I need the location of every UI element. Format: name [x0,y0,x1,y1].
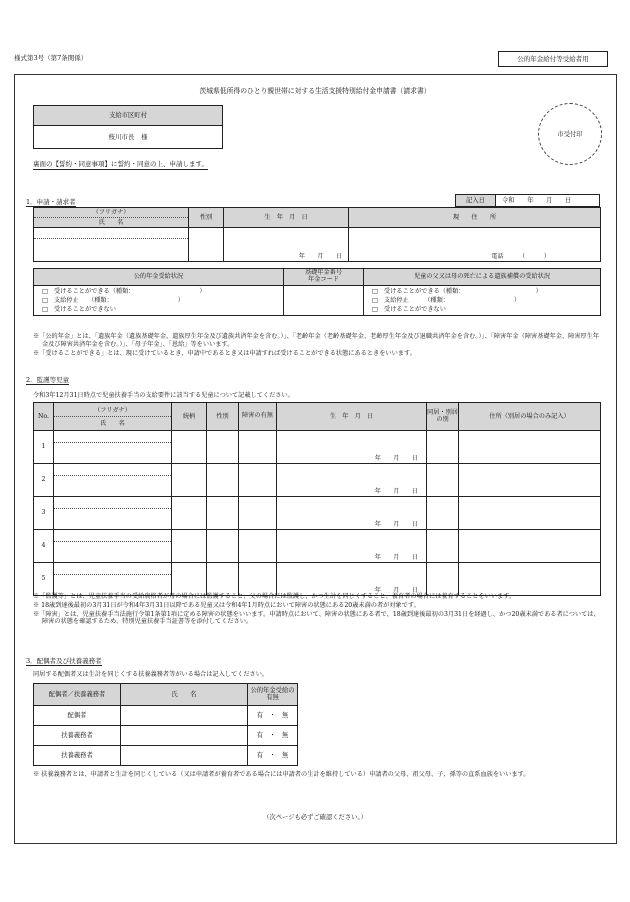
child-no: 2 [34,464,54,497]
applicant-name-field[interactable] [34,228,189,262]
child-no: 5 [34,563,54,596]
pension-table [33,268,601,316]
child-no: 4 [34,530,54,563]
child-address-field[interactable] [459,497,601,530]
section2-instruction: 令和3年12月31日時点で児童扶養手当の支給要件に該当する児童について記載してください。 [33,392,294,399]
child-sex-field[interactable] [207,563,239,596]
addressee-mayor: 桜川市長 様 [108,133,148,141]
entry-date-box [455,194,600,207]
child-birth-field[interactable]: 年 月 日 [277,563,427,596]
child-sex-field[interactable] [207,530,239,563]
children-header-name [54,403,172,431]
applicant-birth-field[interactable]: 年 月 日 [224,228,349,262]
children-header-sex: 性別 [207,403,239,431]
spouse-row [34,746,298,766]
reception-stamp-area: 市受付印 [538,103,602,165]
child-row [34,431,601,464]
child-cohabit-field[interactable] [427,563,459,596]
pension-status-header: 公的年金受給状況 [34,269,284,286]
pension-options [34,286,284,316]
applicant-sex-field[interactable] [189,228,224,262]
child-disability-field[interactable] [239,563,277,596]
child-name-field[interactable] [54,530,172,563]
applicant-address-field[interactable]: 電話 （ ） [349,228,601,262]
spouse-role: 扶養義務者 [34,746,121,766]
name-label: 氏 名 [98,219,124,226]
section1-notes [33,333,603,358]
furigana-label: （フリガナ） [34,208,188,218]
child-row [34,464,601,497]
bereaved-option-suspended[interactable]: □ 支給停止 （種類： ） [372,297,521,304]
child-cohabit-field[interactable] [427,464,459,497]
children-header-disability: 障害の有無 [239,403,277,431]
child-cohabit-field[interactable] [427,530,459,563]
section3-notes [33,771,603,779]
children-header-birth: 生 年 月 日 [277,403,427,431]
note-support-obligor: ※ 扶養義務者とは、申請者と生計を同じくしている（又は申請者が養育者である場合には申請者の生計を維持している）申請者の父母、祖父母、子、孫等の直系血族をいいます。 [33,771,530,778]
addressee-municipality: 支給市区町村 [34,106,222,126]
child-name-field[interactable] [54,563,172,596]
child-row [34,563,601,596]
children-header-relation: 続柄 [172,403,207,431]
children-header-cohabit: 同居・別居の別 [427,403,459,431]
applicant-table [33,207,601,262]
section3-instruction: 同居する配偶者又は生計を同じくする扶養義務者等がいる場合は記入してください。 [33,671,269,678]
child-birth-field[interactable]: 年 月 日 [277,497,427,530]
child-no: 1 [34,431,54,464]
spouse-header-role: 配偶者／扶養義務者 [34,684,121,706]
pledge-text: 裏面の【誓約・同意事項】に誓約・同意の上、申請します。 [33,160,208,170]
header-address: 現 住 所 [349,208,601,228]
child-relation-field[interactable] [172,563,207,596]
child-name-field[interactable] [54,497,172,530]
child-birth-field[interactable]: 年 月 日 [277,530,427,563]
note-eligible-age: ※ 18歳到達後最初の3月31日が令和4年3月31日以降である児童又は令和4年1月時点において障害の状態にある20歳未満の者が対象です。 [33,601,420,609]
section2-notes [33,593,603,627]
child-relation-field[interactable] [172,431,207,464]
child-disability-field[interactable] [239,431,277,464]
spouse-pension-choice[interactable]: 有 ・ 無 [248,746,298,766]
header-birth: 生 年 月 日 [224,208,349,228]
child-address-field[interactable] [459,431,601,464]
child-name-field[interactable] [54,464,172,497]
pension-code-field[interactable] [284,286,364,316]
child-sex-field[interactable] [207,464,239,497]
note-custody-definition: ※「監護等」とは、児童扶養手当の受給資格者が母の場合には監護すること、父の場合には監護し、かつ生計を同じくすること、養育者の場合には養育することをいいます。 [33,593,516,600]
child-row [34,530,601,563]
child-relation-field[interactable] [172,497,207,530]
spouse-row [34,706,298,726]
pension-option-suspended[interactable]: □ 支給停止 （種類： ） [42,297,184,304]
entry-date-field[interactable]: 令和 年 月 日 [502,197,572,204]
child-relation-field[interactable] [172,464,207,497]
child-sex-field[interactable] [207,431,239,464]
child-address-field[interactable] [459,464,601,497]
spouse-name-field[interactable] [121,746,248,766]
bereaved-option-receivable[interactable]: □ 受けることができる（種類： ） [372,288,542,295]
child-relation-field[interactable] [172,530,207,563]
entry-date-label: 記入日 [456,195,496,206]
spouse-pension-choice[interactable]: 有 ・ 無 [248,726,298,746]
spouse-header-pension: 公的年金受給の有無 [248,684,298,706]
child-cohabit-field[interactable] [427,497,459,530]
addressee-box [33,105,223,149]
note-pension-definition: ※「公的年金」とは、「遺族年金（遺族基礎年金、遺族厚生年金及び遺族共済年金を含む。）」、「老齢年金（老齢基礎年金、老齢厚生年金及び退職共済年金を含む。）」、「障害年金（障害基礎年金、障害厚生年金及び障害共済年金を含む。）」、「母子年金」、「恩給」等をいいます。 [33,333,600,348]
spouse-role: 扶養義務者 [34,726,121,746]
children-header-no: No. [34,403,54,431]
bereaved-header: 児童の父又は母の死亡による遺族補償の受給状況 [364,269,601,286]
children-furigana-label: （フリガナ） [54,404,171,417]
child-disability-field[interactable] [239,497,277,530]
child-disability-field[interactable] [239,530,277,563]
header-sex: 性別 [189,208,224,228]
spouse-header-name: 氏 名 [121,684,248,706]
spouse-role: 配偶者 [34,706,121,726]
spouse-row [34,726,298,746]
children-table [33,402,601,596]
usage-label: 公的年金給付等受給者用 [498,51,608,67]
section3-heading: 3．配偶者及び扶養義務者 [26,657,102,665]
bereaved-options [364,286,601,316]
child-name-field[interactable] [54,431,172,464]
form-id: 様式第3号（第7条関係） [14,54,88,62]
header-name [34,208,189,228]
child-disability-field[interactable] [239,464,277,497]
child-birth-field[interactable]: 年 月 日 [277,431,427,464]
note-disability-definition: ※「障害」とは、児童扶養手当法施行令第1条第1項に定める障害の状態をいいます。申請時点において、障害の状態にある者で、18歳到達後最初の3月31日を経過し、かつ20歳未満である者については、障害の状態を確認するため、特別児童扶養手当証書等を添付してください。 [33,610,600,626]
child-birth-field[interactable]: 年 月 日 [277,464,427,497]
child-sex-field[interactable] [207,497,239,530]
pension-option-receivable[interactable]: □ 受けることができる（種類： ） [42,288,206,295]
spouse-name-field[interactable] [121,726,248,746]
child-address-field[interactable] [459,530,601,563]
spouse-pension-choice[interactable]: 有 ・ 無 [248,706,298,726]
child-row [34,497,601,530]
pension-option-none[interactable]: □ 受けることができない [42,306,116,313]
pension-code-header: 基礎年金番号 年金コード [284,269,364,286]
spouse-name-field[interactable] [121,706,248,726]
bereaved-option-none[interactable]: □ 受けることができない [372,306,446,313]
child-cohabit-field[interactable] [427,431,459,464]
section2-heading: 2．監護等児童 [26,376,70,384]
child-address-field[interactable] [459,563,601,596]
spouse-table [33,683,298,766]
note-receivable-definition: ※「受けることができる」とは、現に受けているとき、申請中であるとき又は申請すれば受けることができる状態にあるときをいいます。 [33,349,416,357]
children-name-label: 氏 名 [100,419,125,427]
next-page-note: （次ページも必ずご確認ください。） [263,814,367,821]
child-no: 3 [34,497,54,530]
form-title: 茨城県低所得のひとり親世帯に対する生活支援特別給付金申請書（請求書） [199,87,431,95]
children-header-address: 住所（別居の場合のみ記入） [459,403,601,431]
section1-heading: 1．申請・請求者 [26,198,76,206]
